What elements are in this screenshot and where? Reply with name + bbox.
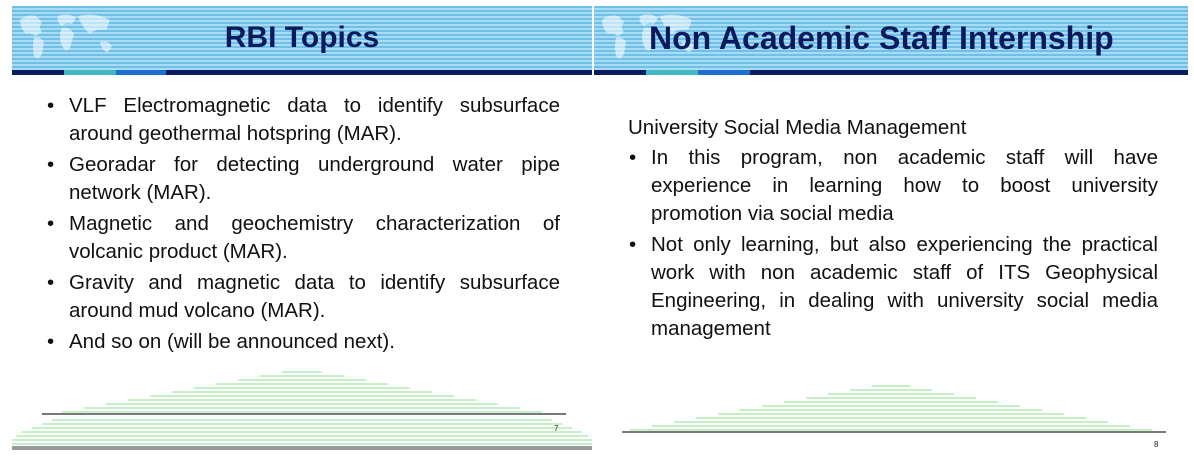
rule-accent-blue bbox=[698, 70, 750, 75]
rule-accent-teal bbox=[64, 70, 116, 75]
bullet-text: Not only learning, but also experiencing the practical work with non academic staff of ITS Geophysical Engineering, in dealing with university social media management bbox=[651, 233, 1158, 340]
bullet-text: Georadar for detecting underground water pipe network (MAR). bbox=[69, 153, 560, 204]
slide-bottom-edge bbox=[12, 446, 592, 450]
bullet-item bbox=[628, 144, 1158, 228]
rule-accent-blue bbox=[116, 70, 166, 75]
bullet-item bbox=[628, 231, 1158, 343]
header-rule bbox=[594, 70, 1188, 75]
header-rule bbox=[12, 70, 592, 75]
bullet-icon: • bbox=[47, 271, 55, 294]
slide-title: Non Academic Staff Internship bbox=[649, 20, 1114, 56]
page-number: 7 bbox=[554, 424, 559, 433]
slide-title: RBI Topics bbox=[224, 21, 380, 54]
footer-baseline bbox=[622, 431, 1166, 433]
decorative-pyramid bbox=[594, 382, 1188, 444]
bullet-icon: • bbox=[47, 212, 55, 235]
bullet-list bbox=[628, 144, 1158, 343]
bullet-list bbox=[46, 92, 560, 356]
section-heading: University Social Media Management bbox=[628, 116, 967, 139]
bullet-icon: • bbox=[629, 233, 637, 256]
bullet-icon: • bbox=[47, 153, 55, 176]
page-number: 8 bbox=[1154, 440, 1159, 449]
slide-header bbox=[12, 6, 592, 70]
footer-baseline bbox=[42, 413, 566, 415]
bullet-item bbox=[46, 151, 560, 207]
bullet-icon: • bbox=[629, 146, 637, 169]
bullet-item bbox=[46, 328, 560, 356]
bullet-item bbox=[46, 92, 560, 148]
bullet-text: VLF Electromagnetic data to identify subsurface around geothermal hotspring (MAR). bbox=[69, 94, 560, 145]
slide-body bbox=[628, 114, 1158, 346]
slide-body bbox=[46, 92, 560, 359]
slide-header bbox=[594, 6, 1188, 70]
bullet-item bbox=[46, 269, 560, 325]
rule-accent-teal bbox=[646, 70, 698, 75]
bullet-text: And so on (will be announced next). bbox=[69, 330, 395, 353]
bullet-text: Magnetic and geochemistry characterization of volcanic product (MAR). bbox=[69, 212, 560, 263]
bullet-text: Gravity and magnetic data to identify subsurface around mud volcano (MAR). bbox=[69, 271, 560, 322]
slide-rbi-topics bbox=[12, 6, 592, 450]
bullet-icon: • bbox=[47, 330, 55, 353]
bullet-icon: • bbox=[47, 94, 55, 117]
slide-non-academic-staff-internship bbox=[594, 6, 1188, 450]
decorative-pyramid bbox=[12, 368, 592, 450]
bullet-item bbox=[46, 210, 560, 266]
bullet-text: In this program, non academic staff will have experience in learning how to boost university promotion via social media bbox=[651, 146, 1158, 225]
